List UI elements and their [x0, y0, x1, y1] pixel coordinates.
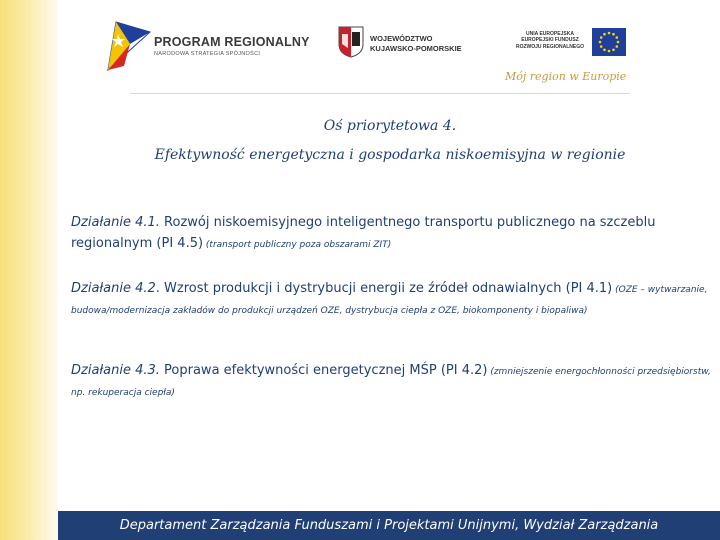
- program-logo-sub: NARODOWA STRATEGIA SPÓJNOŚCI: [154, 51, 261, 57]
- eu-logo-line1: UNIA EUROPEJSKA: [526, 31, 574, 37]
- left-decorative-band: [0, 0, 58, 540]
- action-item-4-1: [71, 212, 711, 254]
- action-text: Poprawa efektywności energetycznej MŚP (PI 4.2): [159, 363, 488, 378]
- logo-header: [100, 18, 640, 78]
- page-title: Oś priorytetowa 4.: [323, 118, 457, 134]
- eu-logo: [500, 26, 630, 66]
- action-label: Działanie 4.2: [71, 281, 156, 296]
- tagline: Mój region w Europie: [505, 70, 627, 83]
- eu-logo-text: [512, 31, 588, 50]
- footer-bar: [58, 511, 720, 540]
- eu-logo-line2: EUROPEJSKI FUNDUSZ: [521, 37, 579, 44]
- program-regional-logo: [106, 18, 310, 72]
- eu-flag-icon: [592, 28, 626, 56]
- region-logo: [338, 24, 478, 64]
- region-logo-line2: KUJAWSKO-POMORSKIE: [370, 44, 462, 53]
- header-divider: [130, 93, 630, 94]
- eu-logo-line3: ROZWOJU REGIONALNEGO: [515, 43, 585, 50]
- action-item-4-2: [71, 278, 711, 320]
- page-subtitle: Efektywność energetyczna i gospodarka niskoemisyjna w regionie: [154, 147, 626, 163]
- action-text: . Wzrost produkcji i dystrybucji energii ze źródeł odnawialnych (PI 4.1): [155, 281, 613, 296]
- coat-of-arms-icon: [338, 26, 364, 58]
- program-logo-main: PROGRAM REGIONALNY: [154, 35, 310, 49]
- action-note: (OZE – wytwarzanie, budowa/modernizacja zakładów do produkcji urządzeń OZE, dystrybucja ciepła z OZE, biokomponenty i biopaliwa): [71, 285, 708, 316]
- region-logo-line1: WOJEWÓDZTWO: [370, 34, 433, 43]
- footer-text: Departament Zarządzania Funduszami i Projektami Unijnymi, Wydział Zarządzania: [119, 518, 659, 533]
- action-label: Działanie 4.3.: [71, 363, 160, 378]
- action-label: Działanie 4.1.: [71, 215, 160, 230]
- action-note: (transport publiczny poza obszarami ZIT): [203, 240, 392, 250]
- action-note: (zmniejszenie energochłonności przedsiębiorstw, np. rekuperacja ciepła): [71, 367, 711, 398]
- action-text: Rozwój niskoemisyjnego inteligentnego transportu publicznego na szczeblu regionalnym (PI 4.5): [71, 215, 656, 251]
- program-star-icon: [106, 18, 152, 72]
- action-item-4-3: [71, 360, 711, 402]
